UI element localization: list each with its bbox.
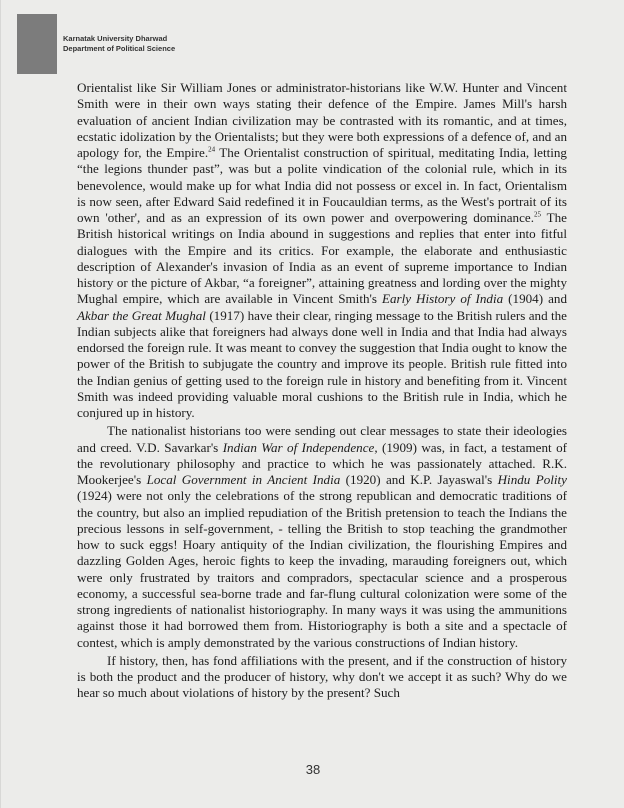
- text-run: The nationalist historians too were sending out clear messages to state their ideologies and creed. V.D. Savarkar's: [77, 423, 567, 455]
- body-text: [77, 80, 567, 702]
- text-run: The British historical writings on India abound in suggestions and replies that enter into fitful dialogues with the Empire and its critics. For example, the elaborate and enthusiastic description of Alexander's invasion of India as an event of supreme importance to Indian history or the picture of Akbar, “a foreigner”, attaining greatness and lording over the mighty Mughal empire, which are available in Vincent Smith's: [77, 210, 567, 307]
- running-header: [63, 34, 175, 54]
- text-run: If history, then, has fond affiliations with the present, and if the construction of history is both the product and the producer of history, why don't we accept it as such? Why do we hear so much about violations of history by the present? Such: [77, 652, 567, 701]
- header-department: Department of Political Science: [63, 44, 176, 53]
- text-run: (1909) was, in fact, a testament of the revolutionary philosophy and practice to which he was passionately attached. R.K. Mookerjee's: [77, 439, 567, 487]
- header-university: Karnatak University Dharwad: [63, 34, 168, 43]
- book-title: Local Government in Ancient India: [146, 472, 341, 487]
- text-run: (1920) and K.P. Jayaswal's: [340, 472, 498, 487]
- text-run: The Orientalist construction of spiritual, meditating India, letting “the legions thunder past”, was but a polite vindication of the colonial rule, which in its benevolence, would make up for what India did not possess or excel in. In fact, Orientalism is now seen, after Edward Said redefined it in Foucauldian terms, as the West's portrait of its own 'other', and as an expression of its own power and overpowering dominance.: [77, 145, 567, 225]
- paragraph-1: [77, 80, 567, 421]
- header-gray-bar: [17, 14, 57, 74]
- text-run: (1924) were not only the celebrations of the strong republican and democratic traditions of the country, but also an implied repudiation of the British pretension to teach the Indians the precious lessons in self-government, - telling the British to stop teaching the grandmother how to suck eggs! Hoary antiquity of the Indian civilization, the flourishing Empires and dazzling Golden Ages, heroic fights to keep the invading, marauding foreigners out, which were only frustrated by traitors and compradors, spectacular science and a prosperous economy, a successful sea-borne trade and far-flung cultural colonization were some of the strong ingredients of nationalist historiography. In many ways it was using the ammunitions against those it had borrowed them from. Historiography is both a site and a spectacle of contest, which is amply demonstrated by the various constructions of Indian history.: [77, 488, 567, 650]
- page-number: 38: [305, 762, 321, 777]
- paragraph-2: [77, 423, 567, 651]
- book-title: Hindu Polity: [497, 472, 567, 487]
- paragraph-3: [77, 653, 567, 702]
- text-run: (1904) and: [503, 291, 567, 307]
- text-run: (1917) have their clear, ringing message to the British rulers and the Indian subjects alike that foreigners had always done well in India and that India had always endorsed the foreign rule. It was meant to convey the suggestion that India ought to know the power of the British to subjugate the country and improve its people. British rule fitted into the Indian genius of getting used to the foreign rule in history and benefiting from it. Vincent Smith was indeed providing valuable moral cushions to the British rule in India, which he conjured up in history.: [77, 307, 567, 420]
- book-title: Indian War of Independence,: [222, 439, 378, 455]
- text-run: Orientalist like Sir William Jones or administrator-historians like W.W. Hunter and Vincent Smith were in their own ways stating their defence of the Empire. James Mill's harsh evaluation of ancient Indian civilization may be contrasted with its romantic, and at times, ecstatic idolization by the Orientalists; but they were both expressions of a defence of, and an apology for, the Empire.: [77, 80, 567, 160]
- book-title: Early History of India: [381, 291, 504, 307]
- book-title: Akbar the Great Mughal: [77, 307, 206, 323]
- footnote-ref: 24: [208, 145, 216, 154]
- footnote-ref: 25: [534, 210, 541, 219]
